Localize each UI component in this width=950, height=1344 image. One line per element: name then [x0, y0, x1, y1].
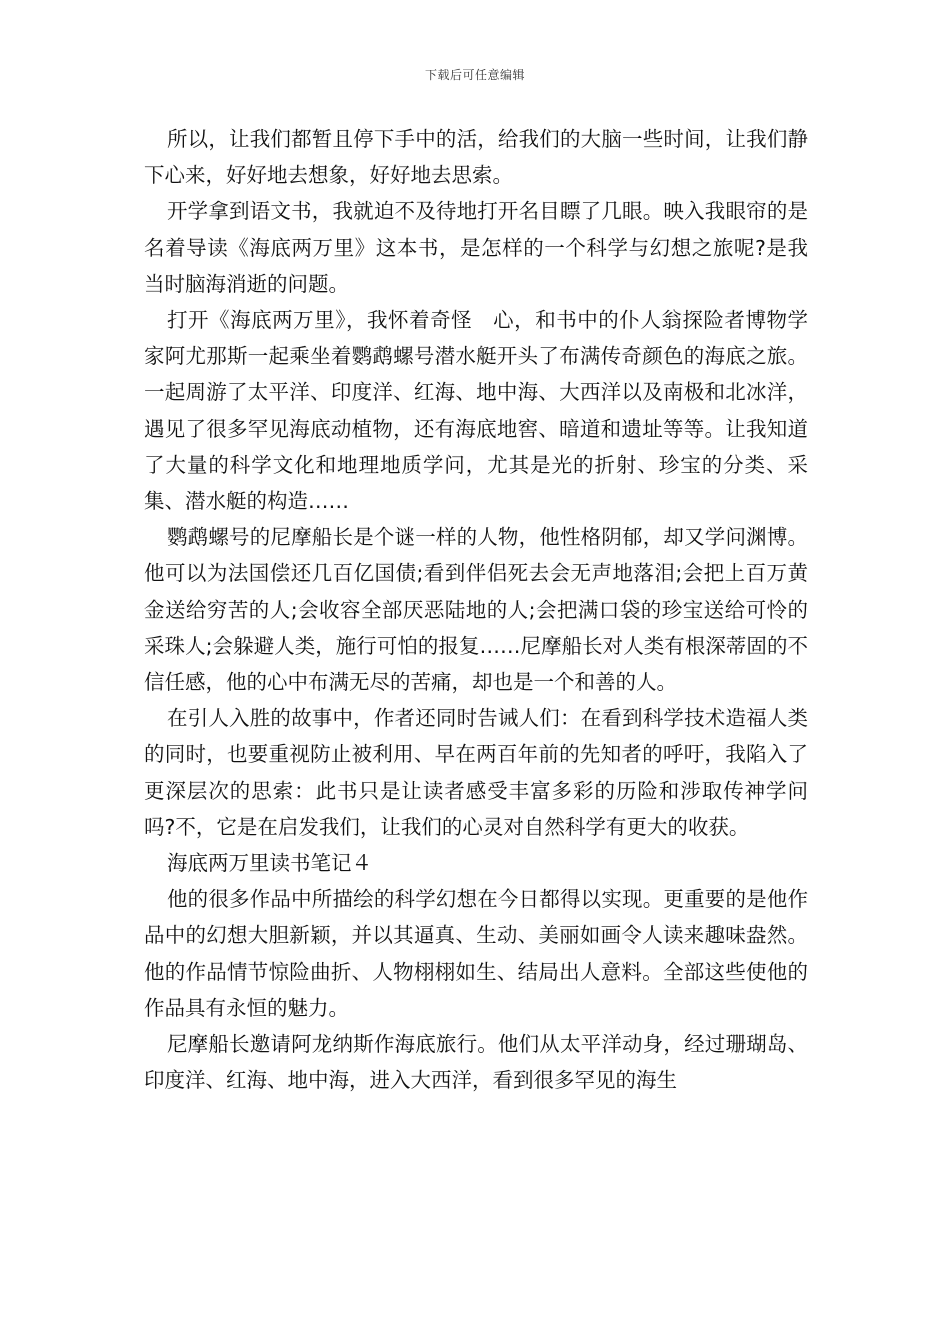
paragraph: 所以，让我们都暂且停下手中的活，给我们的大脑一些时间，让我们静下心来，好好地去想象，好好地去思索。	[144, 127, 808, 188]
paragraph: 开学拿到语文书，我就迫不及待地打开名目瞟了几眼。映入我眼帘的是名着导读《海底两万里》这本书，是怎样的一个科学与幻想之旅呢?是我当时脑海消逝的问题。	[144, 199, 808, 296]
paragraph: 打开《海底两万里》，我怀着奇怪 心，和书中的仆人翁探险者博物学家阿尤那斯一起乘坐着鹦鹉螺号潜水艇开头了布满传奇颜色的海底之旅。一起周游了太平洋、印度洋、红海、地中海、大西洋以及南极和北冰洋，遇见了很多罕见海底动植物，还有海底地窖、暗道和遗址等等。让我知道了大量的科学文化和地理地质学问，尤其是光的折射、珍宝的分类、采集、潜水艇的构造……	[144, 308, 808, 514]
document-body	[144, 121, 808, 1098]
paragraph: 在引人入胜的故事中，作者还同时告诫人们：在看到科学技术造福人类的同时，也要重视防止被利用、早在两百年前的先知者的呼吁，我陷入了更深层次的思索：此书只是让读者感受丰富多彩的历险和涉取传神学问吗?不，它是在启发我们，让我们的心灵对自然科学有更大的收获。	[144, 706, 808, 839]
paragraph: 鹦鹉螺号的尼摩船长是个谜一样的人物，他性格阴郁，却又学问渊博。他可以为法国偿还几百亿国债;看到伴侣死去会无声地落泪;会把上百万黄金送给穷苦的人;会收容全部厌恶陆地的人;会把满口袋的珍宝送给可怜的采珠人;会躲避人类，施行可怕的报复……尼摩船长对人类有根深蒂固的不信任感，他的心中布满无尽的苦痛，却也是一个和善的人。	[144, 525, 808, 695]
header-note: 下载后可任意编辑	[424, 68, 525, 82]
paragraph: 他的很多作品中所描绘的科学幻想在今日都得以实现。更重要的是他作品中的幻想大胆新颖，并以其逼真、生动、美丽如画令人读来趣味盎然。他的作品情节惊险曲折、人物栩栩如生、结局出人意料。全部这些使他的作品具有永恒的魅力。	[144, 887, 808, 1020]
section-title: 海底两万里读书笔记４	[167, 851, 372, 876]
paragraph: 尼摩船长邀请阿龙纳斯作海底旅行。他们从太平洋动身，经过珊瑚岛、印度洋、红海、地中海，进入大西洋，看到很多罕见的海生	[144, 1032, 808, 1093]
